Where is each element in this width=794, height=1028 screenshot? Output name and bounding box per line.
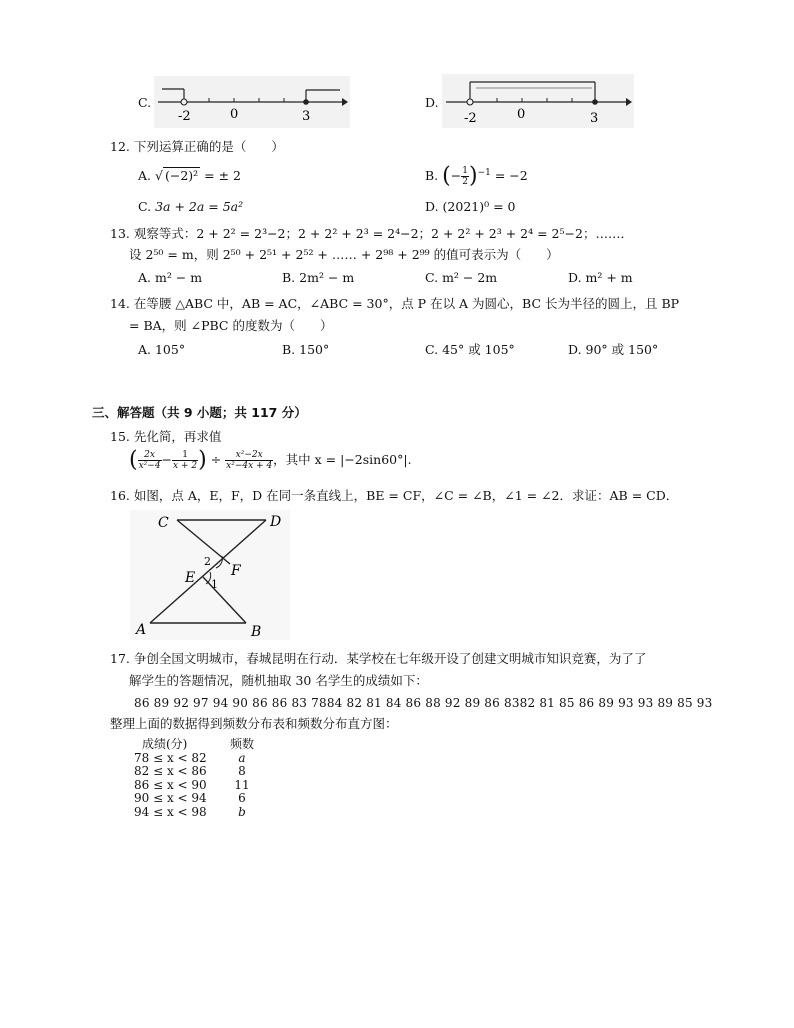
q12-c-expr: 3a + 2a = 5a²: [155, 199, 244, 214]
q12-option-b: B. (− $\frac{1}{2}$ )$^{-1}$ = −2: [425, 163, 528, 189]
q14-line1: 14. 在等腰 △ABC 中，AB = AC，∠ABC = 30°，点 P 在以 A 为圆心，BC 长为半径的圆上，且 BP: [110, 296, 680, 311]
q12-a-rhs: = ± 2: [204, 168, 242, 183]
q16-label-a: A: [136, 622, 147, 638]
q16-label-d: D: [270, 514, 282, 530]
table-row: 82 ≤ x < 86 8: [134, 764, 246, 778]
q16-geometry-figure: [130, 510, 290, 640]
sqrt-symbol: √: [155, 168, 163, 183]
section-3-title: 三、解答题（共 9 小题；共 117 分）: [92, 405, 307, 420]
q11-d-tick-3: 3: [590, 111, 599, 126]
q11-c-tick-neg2: -2: [178, 109, 191, 124]
q14-option-b: B. 150°: [282, 342, 330, 357]
q11-option-d-label: D.: [425, 95, 439, 110]
table-row: 94 ≤ x < 98 b: [134, 804, 246, 819]
q14-option-a: A. 105°: [138, 342, 186, 357]
q13-line2: 设 2⁵⁰ = m，则 2⁵⁰ + 2⁵¹ + 2⁵² + …… + 2⁹⁸ + 2⁹⁹ 的值可表示为（ ）: [129, 247, 559, 262]
table-row: 78 ≤ x < 82 a: [134, 750, 246, 765]
q15-stem: 15. 先化简，再求值: [110, 429, 222, 444]
q11-option-d-number-line: [442, 74, 634, 128]
q15-frac2-num: 1: [172, 450, 198, 461]
q17-scores: 86 89 92 97 94 90 86 86 83 7884 82 81 84 86 88 92 89 86 8382 81 85 86 89 93 93 89 85 93: [134, 696, 713, 710]
q11-d-tick-neg2: -2: [464, 111, 477, 126]
q17-line2: 解学生的答题情况，随机抽取 30 名学生的成绩如下：: [129, 673, 428, 688]
q11-option-c-number-line: [154, 76, 350, 128]
q14-option-c: C. 45° 或 105°: [425, 342, 515, 357]
q12-option-a: [138, 168, 241, 184]
q16-label-b: B: [251, 624, 262, 640]
q12-b-num: 1: [462, 166, 468, 177]
q12-option-d: D. (2021)⁰ = 0: [425, 199, 516, 214]
q12-a-label: A.: [138, 168, 152, 183]
q11-c-tick-0: 0: [230, 107, 239, 122]
q12-a-radicand: (−2)²: [164, 168, 199, 183]
q13-option-b: B. 2m² − m: [282, 270, 355, 285]
table-header-score: 成绩(分): [142, 737, 188, 751]
q12-b-den: 2: [462, 177, 468, 188]
q12-d-expr: (2021)⁰ = 0: [442, 199, 516, 214]
q15-expression: ( $\frac{2x}{\text{x²−4}}$ − $\frac{1}{x + 2}$ ) ÷ $\frac{\text{x²−2x}}{\text{x²−4x + 4}}$ ，其中 x = |−2sin60°|.: [129, 447, 412, 473]
q15-frac3-num: x²−2x: [225, 450, 273, 461]
q16-stem: 16. 如图，点 A，E，F，D 在同一条直线上，BE = CF，∠C = ∠B，∠1 = ∠2．求证：AB = CD．: [110, 488, 679, 503]
q12-option-c: C. 3a + 2a = 5a²: [138, 199, 244, 214]
q12-b-exp: −1: [477, 168, 491, 178]
q15-frac2-den: x + 2: [173, 461, 198, 471]
q17-intro: 整理上面的数据得到频数分布表和频数分布直方图：: [110, 716, 398, 731]
q15-condition: ，其中 x = |−2sin60°|.: [273, 452, 412, 467]
q12-b-rhs: = −2: [494, 168, 528, 184]
q15-frac1-den: x²−4: [138, 461, 161, 471]
q15-frac3-den: x²−4x + 4: [226, 461, 273, 471]
q14-line2: = BA，则 ∠PBC 的度数为（ ）: [129, 318, 333, 333]
table-row: 86 ≤ x < 90 11: [134, 777, 250, 792]
q15-frac1-num: 2x: [138, 450, 162, 461]
q11-option-c-label: C.: [138, 95, 152, 110]
q16-label-e: E: [185, 570, 196, 586]
q11-d-tick-0: 0: [517, 107, 526, 122]
table-row: 90 ≤ x < 94 6: [134, 791, 246, 805]
q16-label-f: F: [231, 563, 241, 579]
q13-option-d: D. m² + m: [568, 270, 633, 285]
q13-option-a: A. m² − m: [138, 270, 203, 285]
q12-b-label: B.: [425, 168, 439, 184]
q14-option-d: D. 90° 或 150°: [568, 342, 659, 357]
q11-c-tick-3: 3: [302, 109, 311, 124]
q16-label-c: C: [158, 515, 169, 531]
frequency-table: [134, 738, 262, 819]
q17-line1: 17. 争创全国文明城市，春城昆明在行动．某学校在七年级开设了创建文明城市知识竞赛，为了了: [110, 651, 647, 666]
q16-angle-2: 2: [204, 555, 211, 568]
q16-angle-1: 1: [211, 578, 218, 591]
q13-line1: 13. 观察等式：2 + 2² = 2³−2；2 + 2² + 2³ = 2⁴−2；2 + 2² + 2³ + 2⁴ = 2⁵−2；……．: [110, 226, 633, 241]
q12-stem: 12. 下列运算正确的是（ ）: [110, 139, 284, 154]
table-header: [134, 738, 262, 752]
table-header-frequency: 频数: [229, 737, 254, 751]
q13-option-c: C. m² − 2m: [425, 270, 498, 285]
